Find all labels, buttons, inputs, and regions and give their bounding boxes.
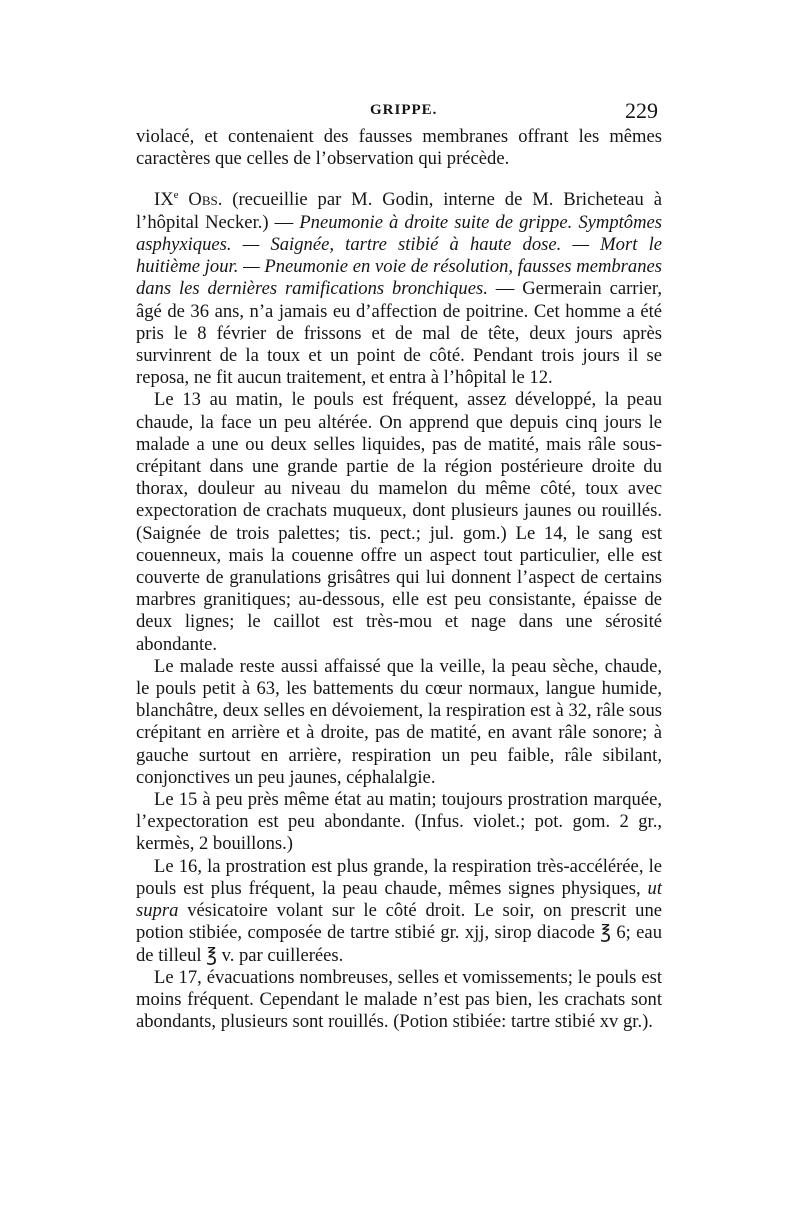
page-header (136, 98, 658, 126)
text-segment: — Germerain carrier, âgé de 36 ans, n’a jamais eu d’affection de poitrine. Cet homme a été pris le 8 février de frissons et de mal de tête, deux jours après survinrent de la toux et un point de côté. Pendant trois jours il se reposa, ne fit aucun traitement, et entra à l’hôpital le 12. (136, 278, 662, 389)
text-segment: Le 17, évacuations nombreuses, selles et vomissements; le pouls est moins fréquent. Cependant le malade n’est pas bien, les crachats sont abondants, plusieurs sont rouillés. (Potion stibiée: tartre stibié xv gr.). (136, 966, 662, 1033)
paragraph-day-13 (136, 389, 662, 655)
paragraph-patient-state (136, 656, 662, 789)
text-segment: Le 15 à peu près même état au matin; toujours prostration marquée, l’expectoration est peu abondante. (Infus. violet.; pot. gom. 2 gr., kermès, 2 bouillons.) (136, 789, 662, 855)
paragraph-continuation (136, 126, 662, 170)
text-segment: IX (154, 189, 174, 211)
body-text (136, 126, 662, 1033)
paragraph-day-16 (136, 856, 662, 967)
page-number: 229 (625, 98, 658, 123)
text-segment: Le malade reste aussi affaissé que la veille, la peau sèche, chaude, le pouls petit à 63, les battements du cœur normaux, langue humide, blanchâtre, deux selles en dévoiement, la respiration est à 32, râle sous crépitant en arrière et à droite, pas de matité, en avant râle sonore; à gauche surtout en arrière, respiration un peu faible, râle sibilant, conjonctives un peu jaunes, céphalalgie. (136, 655, 662, 788)
text-segment: vésicatoire volant sur le côté droit. Le soir, on prescrit une potion stibiée, composée de tartre stibié gr. xjj, sirop diacode ℥ 6; eau de tilleul ℥ v. par cuillerées. (136, 900, 662, 966)
paragraph-observation-heading (136, 184, 662, 389)
text-segment: violacé, et contenaient des fausses membranes offrant les mêmes caractères que celles de l’observation qui précède. (136, 126, 662, 170)
text-segment: Obs. (178, 189, 223, 211)
text-segment: Le 16, la prostration est plus grande, la respiration très-accélérée, le pouls est plus fréquent, la peau chaude, mêmes signes physiques, (136, 855, 662, 899)
text-segment: (recueillie par M. Godin, interne de M. Bricheteau à l’hôpital Necker.) — (136, 189, 662, 233)
paragraph-day-15 (136, 789, 662, 856)
text-segment: Pneumonie à droite suite de grippe. Symptômes asphyxiques. — Saignée, tartre stibié à haute dose. — Mort le huitième jour. — Pneumonie en voie de résolution, fausses membranes dans les dernières ramifications bronchiques. (136, 211, 662, 300)
text-segment: e (173, 189, 179, 202)
running-head: GRIPPE. (370, 102, 438, 118)
paragraph-day-17 (136, 967, 662, 1034)
text-segment: ut supra (136, 877, 662, 922)
text-segment: Le 13 au matin, le pouls est fréquent, assez développé, la peau chaude, la face un peu altérée. On apprend que depuis cinq jours le malade a une ou deux selles liquides, pas de matité, mais râle sous-crépitant dans une grande partie de la région postérieure droite du thorax, douleur au niveau du mamelon du même côté, toux avec expectoration de crachats muqueux, dont plusieurs jaunes ou rouillés. (Saignée de trois palettes; tis. pect.; jul. gom.) Le 14, le sang est couenneux, mais la couenne offre un aspect tout particulier, elle est couverte de granulations grisâtres qui lui donnent l’aspect de certains marbres granitiques; au-dessous, elle est peu consistante, épaisse de deux lignes; le caillot est très-mou et nage dans une sérosité abondante. (136, 389, 662, 655)
